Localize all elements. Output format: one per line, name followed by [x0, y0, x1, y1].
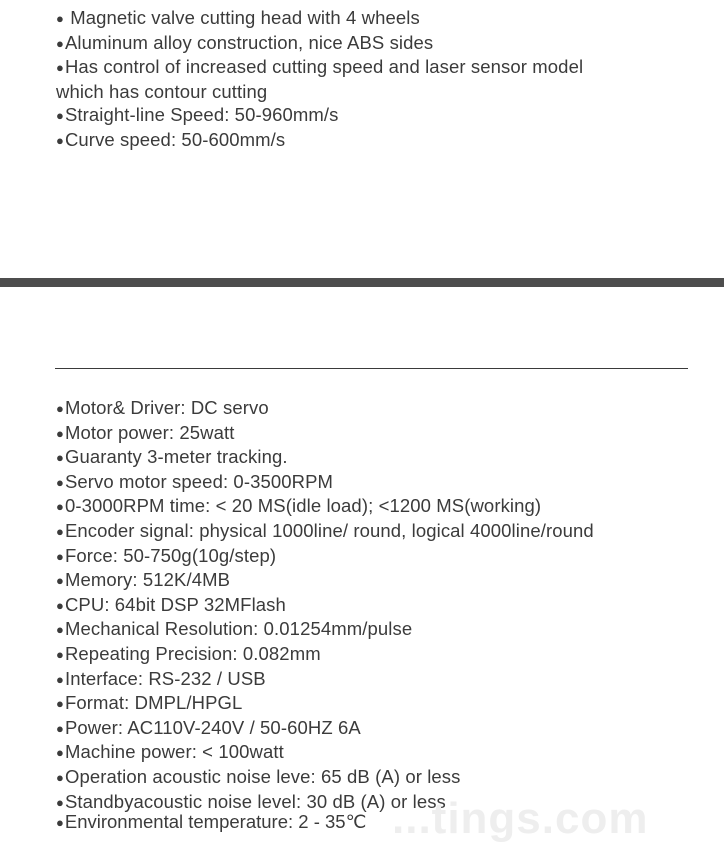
bullet-icon: ●	[56, 696, 64, 712]
spec-item	[56, 519, 594, 544]
bullet-icon: ●	[56, 60, 64, 76]
spec-text: Environmental temperature: 2 - 35℃	[64, 811, 367, 832]
watermark: ...tings.com	[392, 794, 649, 843]
feature-item	[56, 103, 583, 128]
bullet-icon: ●	[56, 35, 64, 51]
spec-item	[56, 716, 594, 741]
spec-list	[56, 396, 594, 814]
feature-text: Straight-line Speed: 50-960mm/s	[64, 104, 339, 126]
bullet-icon: ●	[56, 646, 64, 662]
bullet-icon: ●	[56, 474, 64, 490]
feature-item	[56, 6, 583, 31]
feature-text: Aluminum alloy construction, nice ABS sides	[64, 31, 434, 53]
bullet-icon: ●	[56, 671, 64, 687]
spec-text: CPU: 64bit DSP 32MFlash	[64, 593, 286, 615]
feature-item	[56, 128, 583, 153]
spec-item	[56, 593, 594, 618]
spec-text: Machine power: < 100watt	[64, 741, 284, 763]
horizontal-rule	[55, 368, 688, 369]
bullet-icon: ●	[56, 499, 64, 515]
spec-item	[56, 421, 594, 446]
spec-text: Guaranty 3-meter tracking.	[64, 446, 288, 468]
spec-item	[56, 617, 594, 642]
feature-item	[56, 55, 583, 80]
bullet-icon: ●	[56, 597, 64, 613]
spec-text: Repeating Precision: 0.082mm	[64, 642, 321, 664]
spec-item	[56, 470, 594, 495]
bullet-icon: ●	[56, 425, 64, 441]
spec-item	[56, 740, 594, 765]
spec-text: Motor power: 25watt	[64, 421, 235, 443]
section-divider-band	[0, 278, 724, 287]
bullet-icon: ●	[56, 108, 64, 124]
bullet-icon: ●	[56, 548, 64, 564]
feature-list	[56, 6, 583, 153]
spec-text: Memory: 512K/4MB	[64, 569, 231, 591]
bullet-icon: ●	[56, 450, 64, 466]
spec-item	[56, 667, 594, 692]
bullet-icon: ●	[56, 11, 64, 26]
spec-text: 0-3000RPM time: < 20 MS(idle load); <1200 MS(working)	[64, 495, 542, 517]
spec-item	[56, 544, 594, 569]
spec-item	[56, 445, 594, 470]
bullet-icon: ●	[56, 573, 64, 589]
spec-text: Force: 50-750g(10g/step)	[64, 544, 277, 566]
feature-item-continuation	[56, 80, 583, 104]
spec-item	[56, 568, 594, 593]
feature-text: Has control of increased cutting speed and laser sensor model	[64, 56, 584, 78]
spec-item	[56, 494, 594, 519]
spec-item	[56, 691, 594, 716]
spec-text: Mechanical Resolution: 0.01254mm/pulse	[64, 618, 413, 640]
spec-text: Servo motor speed: 0-3500RPM	[64, 470, 334, 492]
bullet-icon: ●	[56, 720, 64, 736]
spec-text: Power: AC110V-240V / 50-60HZ 6A	[64, 716, 361, 738]
spec-item	[56, 642, 594, 667]
bullet-icon: ●	[56, 523, 64, 539]
bullet-icon: ●	[56, 401, 64, 416]
bullet-icon: ●	[56, 769, 64, 785]
bullet-icon: ●	[56, 815, 64, 830]
spec-text: Standbyacoustic noise level: 30 dB (A) or less	[64, 790, 446, 812]
spec-text: Operation acoustic noise leve: 65 dB (A) or less	[64, 765, 461, 787]
spec-text: Format: DMPL/HPGL	[64, 692, 243, 714]
bullet-icon: ●	[56, 132, 64, 148]
spec-text: Motor& Driver: DC servo	[64, 397, 269, 418]
spec-item-last	[56, 810, 366, 835]
feature-item	[56, 31, 583, 56]
feature-text: which has contour cutting	[56, 80, 268, 102]
spec-item	[56, 396, 594, 421]
spec-item	[56, 765, 594, 790]
bullet-icon: ●	[56, 622, 64, 638]
feature-text: Magnetic valve cutting head with 4 wheels	[64, 7, 420, 28]
spec-text: Interface: RS-232 / USB	[64, 667, 266, 689]
spec-text: Encoder signal: physical 1000line/ round, logical 4000line/round	[64, 519, 594, 541]
feature-text: Curve speed: 50-600mm/s	[64, 128, 286, 150]
bullet-icon: ●	[56, 745, 64, 761]
bullet-icon: ●	[56, 794, 64, 810]
